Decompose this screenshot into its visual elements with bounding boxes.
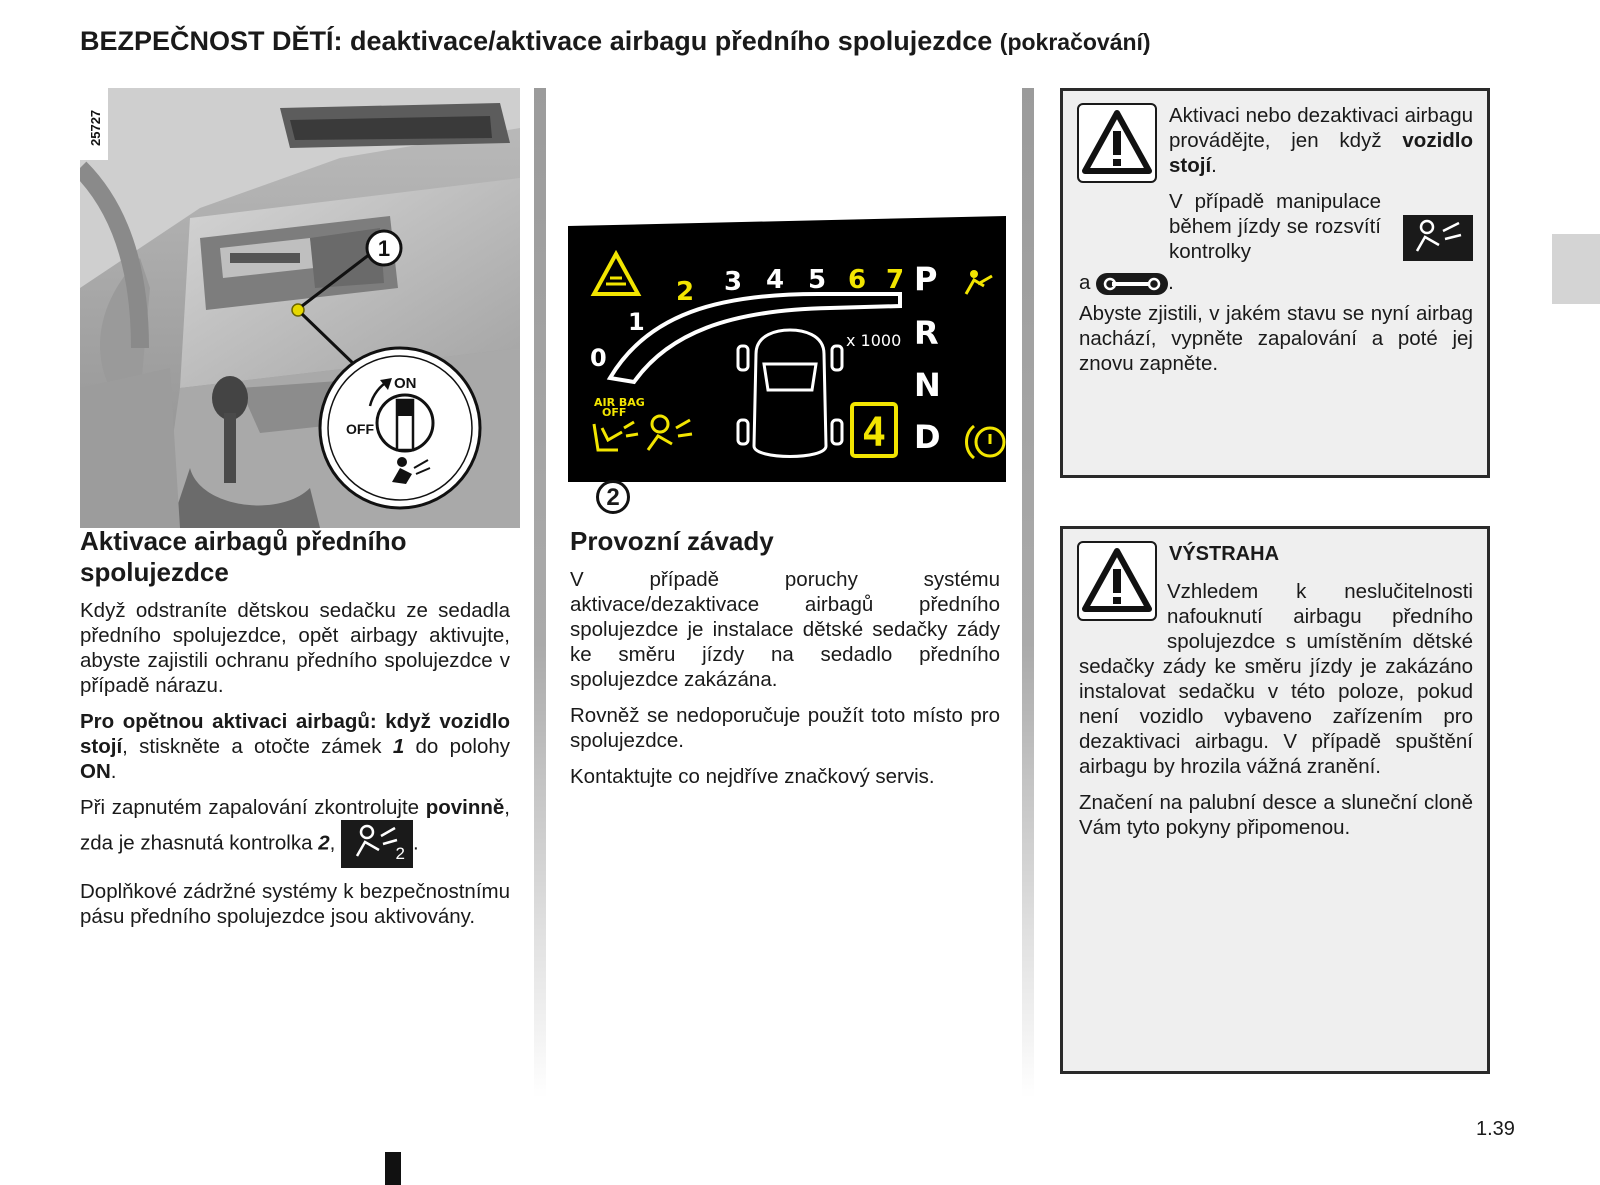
- paragraph-only-when-stationary: Aktivaci nebo dezaktivaci airbagu provádějte, jen když vozidlo stojí.: [1169, 104, 1473, 177]
- tacho-7: 7: [886, 265, 905, 295]
- service-wrench-icon: [1096, 273, 1168, 295]
- page-edge-mark: [385, 1152, 401, 1185]
- position-on: ON: [80, 760, 111, 783]
- middle-column: [570, 526, 1000, 800]
- tacho-0: 0: [590, 344, 607, 372]
- switch-off-label: OFF: [346, 421, 374, 437]
- airbag-lamp-icon: [1403, 215, 1473, 261]
- left-column: [80, 526, 510, 940]
- paragraph-supplementary-restraints: Doplňkové zádržné systémy k bezpečnostnímu pásu předního spolujezdce jsou aktivovány.: [80, 880, 510, 928]
- switch-on-label: ON: [394, 375, 417, 392]
- airbag-off-line2: OFF: [602, 406, 627, 419]
- gear-N: N: [914, 366, 941, 404]
- tacho-6: 6: [848, 265, 867, 295]
- page-title: [80, 26, 1151, 57]
- column-divider-right: [1022, 88, 1034, 1098]
- paragraph-check-airbag-state: Abyste zjistili, v jakém stavu se nyní airbag nachází, vypněte zapalování a poté jej znovu zapněte.: [1079, 302, 1473, 375]
- section-tab: [1552, 234, 1600, 304]
- warning-triangle-icon: [1077, 103, 1157, 183]
- airbag-off-lamp-icon: 2: [341, 820, 413, 868]
- gear-indicator: 4: [861, 410, 887, 456]
- paragraph-reactivation: Pro opětnou aktivaci airbagů: když vozidlo stojí, stiskněte a otočte zámek 1 do polohy ON.: [80, 710, 510, 783]
- paragraph-contact-dealer: Kontaktujte co nejdříve značkový servis.: [570, 765, 935, 788]
- callout-1: 1: [377, 236, 391, 261]
- section-heading-malfunctions: Provozní závady: [570, 526, 774, 556]
- page-title-main: BEZPEČNOST DĚTÍ: deaktivace/aktivace airbagu předního spolujezdce: [80, 26, 993, 56]
- column-divider-left: [534, 88, 546, 1098]
- paragraph-markings: Značení na palubní desce a sluneční cloně Vám tyto pokyny připomenou.: [1079, 791, 1473, 839]
- dashboard-illustration: [80, 88, 520, 528]
- paragraph-not-recommended: Rovněž se nedoporučuje použít toto místo pro spolujezdce.: [570, 704, 1000, 752]
- dashboard-drawing: [80, 88, 520, 528]
- paragraph-lamps-light-up: V případě manipulace během jízdy se rozsvítí kontrolky a .: [1079, 189, 1473, 295]
- page-title-continued: (pokračování): [999, 29, 1151, 55]
- tacho-2: 2: [676, 277, 695, 307]
- gear-D: D: [914, 418, 941, 456]
- paragraph-incompatibility: Vzhledem k neslučitelnosti nafouknutí airbagu předního spolujezdce s umístěním dětské sedačky zády ke směru jízdy je zakázáno instalovat sedačku v této poloze, pokud není vozidlo vybaveno zařízením pro dezaktivaci airbagu. V případě spuštění airbagu by hrozila vážná zranění.: [1079, 580, 1473, 778]
- gear-R: R: [914, 314, 939, 352]
- paragraph-malfunction: V případě poruchy systému aktivace/dezaktivace airbagů předního spolujezdce je instalace dětské sedačky zády ke směru jízdy na sedadlo předního spolujezdce zakázána.: [570, 568, 1000, 691]
- callout-2: 2: [596, 480, 630, 514]
- lock-reference: 1: [392, 735, 405, 758]
- paragraph-check-lamp: Při zapnutém zapalování zkontrolujte povinně, zda je zhasnutá kontrolka 2, 2 .: [80, 795, 510, 868]
- tacho-5: 5: [808, 265, 827, 295]
- warning-box-rear-facing-seat: [1060, 526, 1490, 1074]
- tacho-unit: x 1000: [846, 331, 902, 350]
- figure-reference-number: 25727: [88, 109, 103, 146]
- instrument-cluster-drawing: [568, 214, 1006, 524]
- instrument-cluster-illustration: [568, 214, 1006, 524]
- gear-P: P: [914, 260, 938, 298]
- tacho-3: 3: [724, 267, 743, 297]
- tacho-4: 4: [766, 265, 785, 295]
- page-number: 1.39: [1476, 1118, 1515, 1140]
- paragraph-remove-child-seat: Když odstraníte dětskou sedačku ze sedadla předního spolujezdce, opět airbagy aktivujte, abyste zajistili ochranu předního spolujezdce v případě nárazu.: [80, 599, 510, 697]
- lamp-reference: 2: [318, 831, 330, 855]
- warning-heading: VÝSTRAHA: [1169, 543, 1280, 565]
- section-heading-activation: Aktivace airbagů předního spolujezdce: [80, 526, 407, 587]
- reactivation-condition: Pro opětnou aktivaci airbagů: když vozidlo stojí: [80, 710, 510, 758]
- tacho-1: 1: [628, 308, 645, 336]
- caution-box-activation: [1060, 88, 1490, 478]
- airbag-off-line1: AIR BAG: [594, 396, 645, 409]
